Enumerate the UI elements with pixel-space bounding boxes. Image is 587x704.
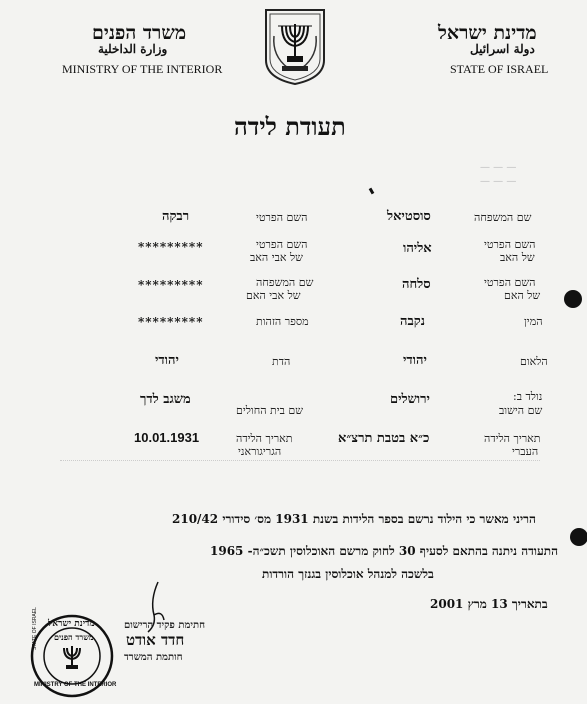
mother-name-label: השם הפרטי	[484, 276, 536, 289]
born-label: נולד ב:	[513, 390, 543, 403]
religion-label: הדת	[272, 355, 291, 368]
registrar-signature-label: חתימת פקיד הרישום	[124, 620, 206, 631]
stamp-text-bottom: MINISTRY OF THE INTERIOR	[34, 682, 117, 688]
family-name-label: שם המשפחה	[474, 211, 532, 224]
sex-label: המין	[524, 315, 543, 328]
hospital-label: שם בית החולים	[236, 404, 304, 417]
stray-mark	[369, 188, 375, 195]
mother-name-label-2: של האם	[504, 289, 541, 302]
stamp-text-mid: משרד הפנים	[54, 632, 94, 642]
id-label: מספר הזהות	[256, 315, 309, 328]
registrar-name: חדד אודט	[126, 631, 185, 649]
hebrew-date-value: כ״א בטבת תרצ״א	[338, 431, 430, 446]
family-name-value: סוסטיאל	[387, 209, 431, 224]
father-name-label-2: של האב	[500, 251, 535, 264]
faded-text: — — —	[480, 162, 517, 173]
father-father-label-2: של אבי האב	[250, 251, 303, 264]
registration-statement: הריני מאשר כי הילוד נרשם בספר הלידות בשנת 1931 מס׳ סידורי 210/42	[172, 512, 536, 526]
nationality-value: יהודי	[403, 353, 427, 368]
official-stamp	[28, 607, 117, 700]
punch-hole-icon	[564, 290, 582, 308]
greg-date-value: 10.01.1931	[134, 430, 200, 445]
id-value: *********	[138, 315, 204, 329]
sex-value: נקבה	[400, 314, 425, 329]
given-name-value: רבקה	[162, 209, 190, 224]
hebrew-date-label-2: העברי	[512, 445, 539, 458]
greg-date-label: תאריך הלידה	[236, 432, 293, 445]
father-name-label: השם הפרטי	[484, 238, 536, 251]
law-statement: התעודה ניתנה בהתאם לסעיף 30 לחוק מרשם האוכלוסין תשכ״ה- 1965	[210, 544, 559, 558]
religion-value: יהודי	[155, 353, 179, 368]
greg-date-label-2: הגריגוראני	[238, 445, 282, 458]
state-arabic: دولة اسرائيل	[470, 42, 535, 56]
ministry-english: MINISTRY OF THE INTERIOR	[62, 62, 223, 76]
born-label-2: שם הישוב	[499, 404, 543, 417]
mother-family-label: שם המשפחה	[256, 276, 314, 289]
father-father-value: *********	[138, 240, 204, 254]
mother-family-value: *********	[138, 278, 204, 292]
mother-name-value: סלחה	[402, 277, 431, 292]
menorah-emblem-icon	[262, 6, 328, 90]
state-hebrew: מדינת ישראל	[438, 22, 537, 44]
document-title: תעודת לידה	[234, 112, 346, 141]
office-stamp-label: חותמת המשרד	[124, 652, 183, 663]
hebrew-date-label: תאריך הלידה	[484, 432, 541, 445]
stamp-text-top: מדינת ישראל	[48, 619, 95, 629]
hospital-value: משגב לדך	[140, 392, 191, 407]
ministry-hebrew: משרד הפנים	[92, 22, 187, 44]
given-name-label: השם הפרטי	[256, 211, 308, 224]
office-statement: בלשכה למנהל אוכלוסין בגנזך הורדות	[262, 567, 434, 581]
faded-background-print	[60, 460, 540, 501]
mother-family-label-2: של אבי האם	[246, 289, 301, 302]
punch-hole-icon	[570, 528, 587, 546]
nationality-label: הלאום	[520, 355, 548, 368]
issue-date: בתאריך 13 מרץ 2001	[430, 597, 548, 611]
ministry-arabic: وزارة الداخلية	[98, 42, 168, 56]
stamp-text-ring: STATE OF ISRAEL	[32, 607, 38, 650]
father-name-value: אליהו	[403, 241, 432, 256]
father-father-label: השם הפרטי	[256, 238, 308, 251]
state-english: STATE OF ISRAEL	[450, 62, 549, 76]
faded-text: — — —	[480, 176, 517, 187]
born-value: ירושלים	[390, 392, 430, 407]
